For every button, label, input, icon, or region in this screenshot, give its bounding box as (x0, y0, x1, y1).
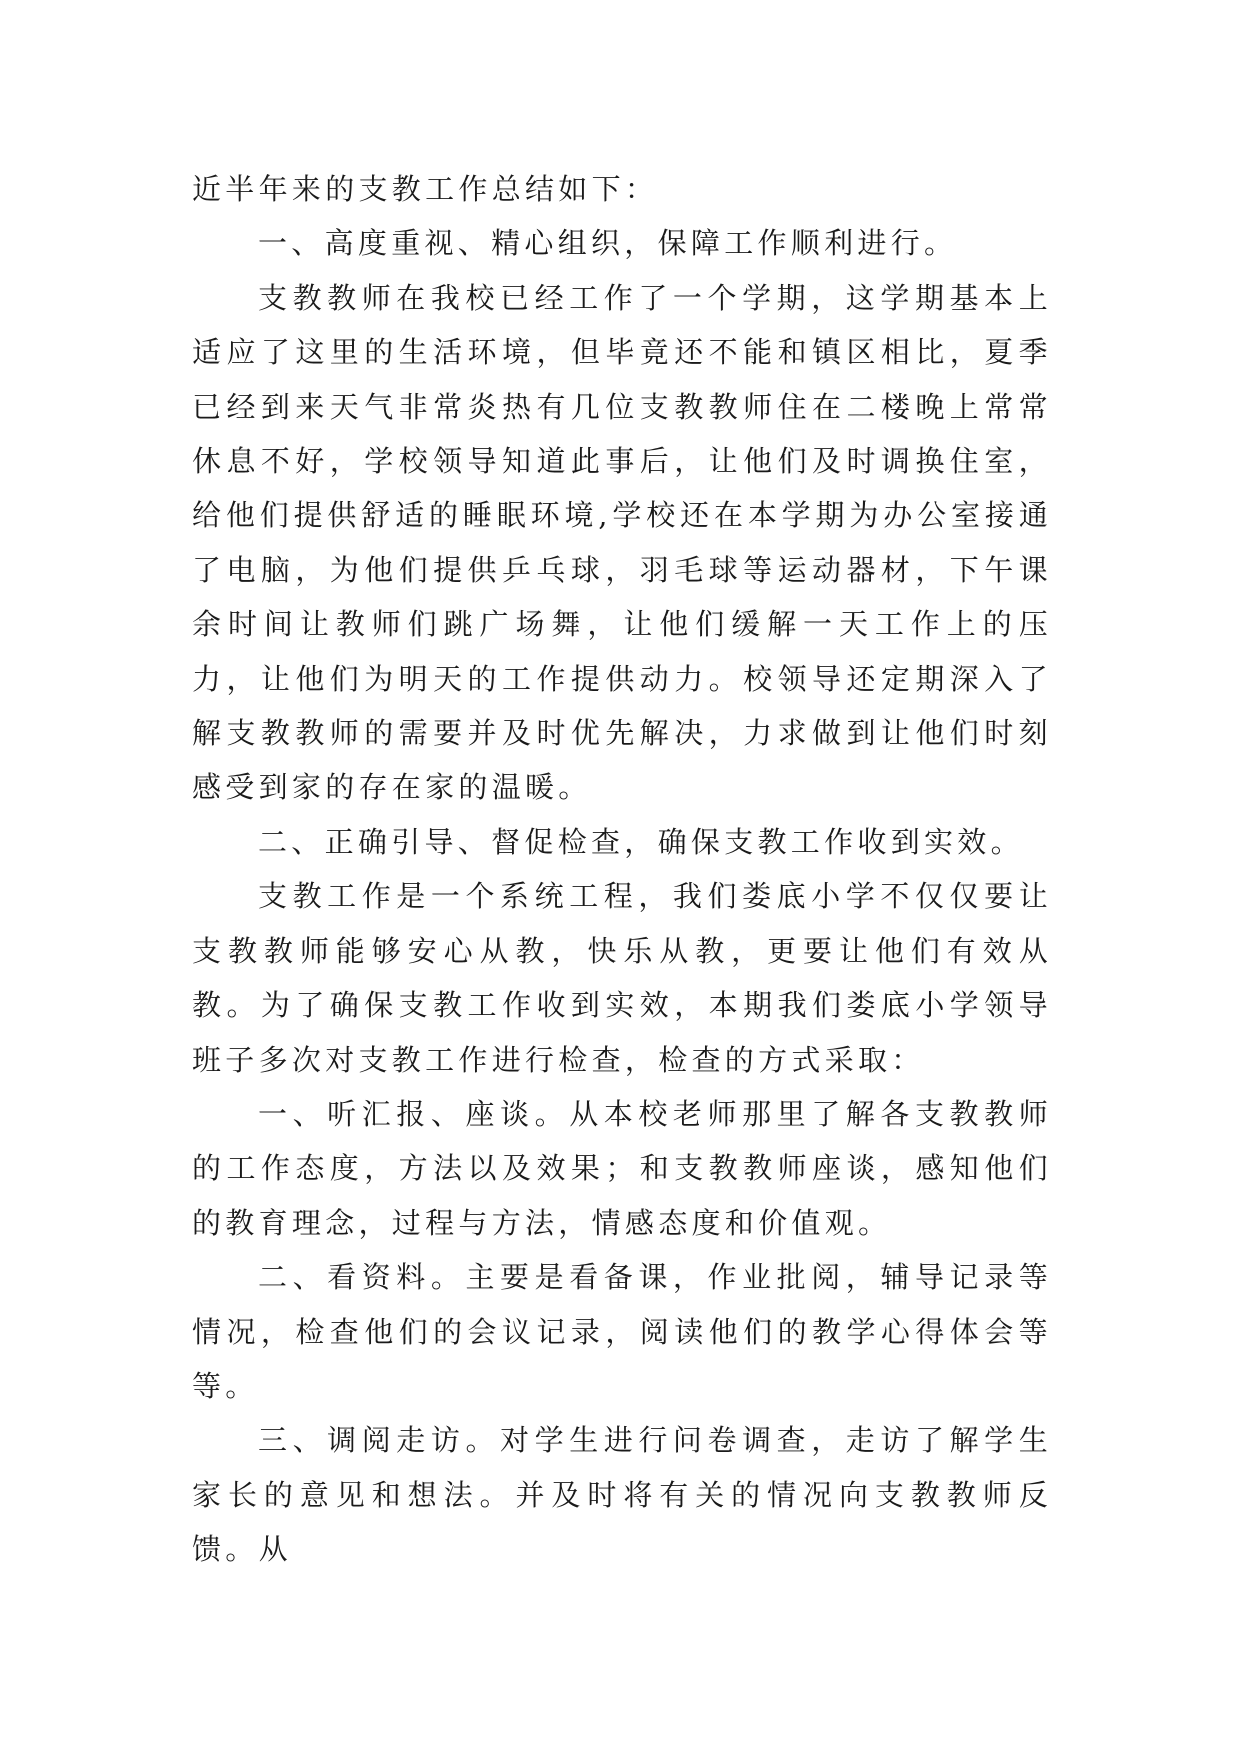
intro-paragraph: 近半年来的支教工作总结如下： (192, 172, 659, 206)
inspection-method-1: 一、听汇报、座谈。从本校老师那里了解各支教教师的工作态度，方法以及效果；和支教教师座谈，感知他们的教育理念，过程与方法，情感态度和价值观。 (192, 1096, 1052, 1240)
inspection-method-2: 二、看资料。主要是看备课，作业批阅，辅导记录等情况，检查他们的会议记录，阅读他们的教学心得体会等等。 (192, 1260, 1052, 1403)
section-2-body: 支教工作是一个系统工程，我们娄底小学不仅仅要让支教教师能够安心从教，快乐从教，更要让他们有效从教。为了确保支教工作收到实效，本期我们娄底小学领导班子多次对支教工作进行检查，检查的方式采取： (192, 879, 1052, 1077)
section-heading-2: 二、正确引导、督促检查，确保支教工作收到实效。 (258, 824, 1024, 859)
section-1-body: 支教教师在我校已经工作了一个学期，这学期基本上适应了这里的生活环境，但毕竟还不能和镇区相比，夏季已经到来天气非常炎热有几位支教教师住在二楼晚上常常休息不好，学校领导知道此事后，让他们及时调换住室，给他们提供舒适的睡眠环境,学校还在本学期为办公室接通了电脑，为他们提供乒乓球，羽毛球等运动器材，下午课余时间让教师们跳广场舞，让他们缓解一天工作上的压力，让他们为明天的工作提供动力。校领导还定期深入了解支教教师的需要并及时优先解决，力求做到让他们时刻感受到家的存在家的温暖。 (192, 280, 1052, 805)
inspection-method-3: 三、调阅走访。对学生进行问卷调查，走访了解学生家长的意见和想法。并及时将有关的情况向支教教师反馈。从 (192, 1423, 1052, 1567)
document-body (192, 162, 1052, 1577)
section-heading-1: 一、高度重视、精心组织，保障工作顺利进行。 (258, 226, 958, 261)
